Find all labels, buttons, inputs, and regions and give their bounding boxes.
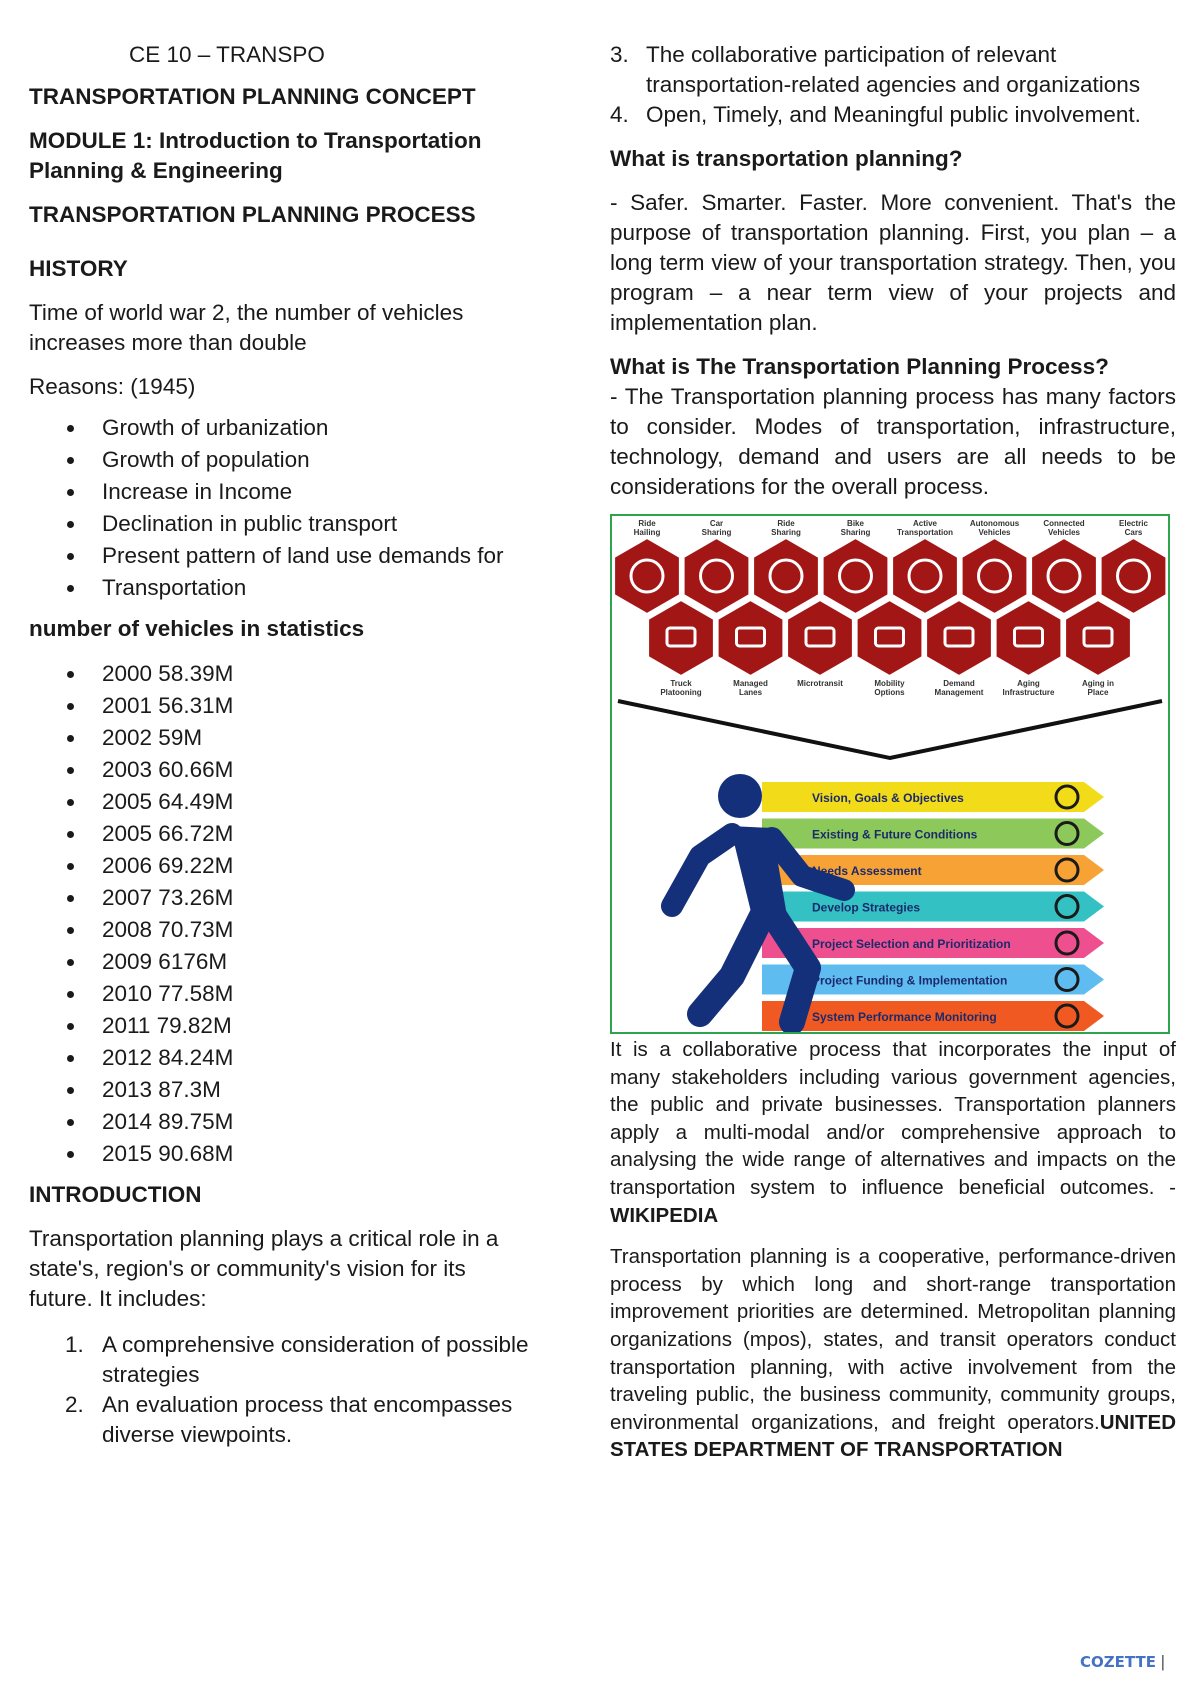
- hexagon-top: [962, 538, 1028, 614]
- item-text: Open, Timely, and Meaningful public involvement.: [646, 102, 1141, 127]
- left-column: [29, 40, 534, 1450]
- hexagon-bottom: [926, 600, 992, 676]
- bottom-label: Aging Infrastructure: [1002, 679, 1055, 697]
- list-item: Transportation: [29, 572, 534, 604]
- hexagon-bottom: [996, 600, 1062, 676]
- intro-list: [29, 1330, 534, 1450]
- hexagon-top: [892, 538, 958, 614]
- top-label: Bike Sharing: [840, 519, 871, 537]
- list-item: Increase in Income: [29, 476, 534, 508]
- intro-list-continued: [610, 40, 1176, 130]
- hexagon-top: [614, 538, 680, 614]
- process-step-label: Needs Assessment: [812, 864, 922, 878]
- hexagon-bottom: [718, 600, 784, 676]
- walker-leg-back: [700, 916, 762, 1014]
- list-item: 2010 77.58M: [29, 978, 534, 1010]
- top-label: Active Transportation: [896, 519, 954, 537]
- item-text: A comprehensive consideration of possible strategies: [102, 1332, 529, 1387]
- right-column: [610, 40, 1176, 1464]
- bottom-label: Managed Lanes: [733, 679, 768, 697]
- bottom-label: Aging in Place: [1082, 679, 1114, 697]
- process-step-label: Project Selection and Prioritization: [812, 937, 1011, 951]
- top-label: Electric Cars: [1119, 519, 1148, 537]
- list-item: 2001 56.31M: [29, 690, 534, 722]
- list-item: 2005 64.49M: [29, 786, 534, 818]
- paragraph-cooperative: [610, 1243, 1176, 1464]
- stats-heading: number of vehicles in statistics: [29, 616, 365, 641]
- paragraph-collaborative-text: It is a collaborative process that incorporates the input of many stakeholders including various government agencies, the public and private businesses. Transportation planners apply a multi-modal and/or comprehensive approach to analysing the wide range of alternatives and impacts on the transportation system to influence beneficial outcomes. -: [610, 1038, 1176, 1199]
- numbered-item: [610, 40, 1176, 100]
- list-item: 2012 84.24M: [29, 1042, 534, 1074]
- reasons-list: [29, 412, 534, 604]
- hexagon-top: [1101, 538, 1167, 614]
- list-item: 2011 79.82M: [29, 1010, 534, 1042]
- hexagon-bottom: [857, 600, 923, 676]
- top-label: Connected Vehicles: [1043, 519, 1085, 537]
- reasons-label: Reasons: (1945): [29, 374, 196, 399]
- list-item: Growth of population: [29, 444, 534, 476]
- list-item: Declination in public transport: [29, 508, 534, 540]
- list-item: 2002 59M: [29, 722, 534, 754]
- hexagon-top: [823, 538, 889, 614]
- hexagon-bottom: [787, 600, 853, 676]
- list-item: 2005 66.72M: [29, 818, 534, 850]
- item-text: An evaluation process that encompasses diverse viewpoints.: [102, 1392, 513, 1447]
- list-item: Present pattern of land use demands for: [29, 540, 534, 572]
- list-item: 2015 90.68M: [29, 1138, 534, 1170]
- paragraph-collaborative: [610, 1036, 1176, 1229]
- answer-2: - The Transportation planning process has many factors to consider. Modes of transportation, infrastructure, technology, demand and users are all needs to be considerations for the overall process.: [610, 384, 1176, 499]
- footer-brand: COZETTE: [1080, 1653, 1156, 1671]
- answer-1: - Safer. Smarter. Faster. More convenient. That's the purpose of transportation planning. First, you plan – a long term view of your transportation strategy. Then, you program – a near term view of your projects and implementation plan.: [610, 190, 1176, 335]
- process-step-label: Project Funding & Implementation: [812, 973, 1008, 988]
- list-item: 2006 69.22M: [29, 850, 534, 882]
- module-title: MODULE 1: Introduction to Transportation Planning & Engineering: [29, 128, 482, 183]
- list-item: Growth of urbanization: [29, 412, 534, 444]
- process-step-label: Vision, Goals & Objectives: [812, 791, 964, 805]
- figure-canvas: [612, 516, 1168, 1032]
- funnel-lines: [618, 701, 1162, 758]
- history-text: Time of world war 2, the number of vehicles increases more than double: [29, 300, 464, 355]
- process-step-label: System Performance Monitoring: [812, 1010, 997, 1024]
- hexagon-bottom: [1065, 600, 1131, 676]
- source-wikipedia: WIKIPEDIA: [610, 1203, 719, 1227]
- item-number: 1.: [65, 1332, 84, 1357]
- question-2: What is The Transportation Planning Process?: [610, 354, 1109, 379]
- bottom-label: Microtransit: [797, 679, 843, 688]
- list-item: 2009 6176M: [29, 946, 534, 978]
- history-heading: HISTORY: [29, 256, 128, 281]
- hexagon-bottom: [648, 600, 714, 676]
- item-number: 3.: [610, 42, 629, 67]
- top-label: Ride Hailing: [633, 519, 661, 537]
- footer-separator: |: [1160, 1652, 1166, 1671]
- process-title: TRANSPORTATION PLANNING PROCESS: [29, 202, 476, 227]
- paragraph-cooperative-text: Transportation planning is a cooperative, performance-driven process by which long and short-range transportation improvement priorities are determined. Metropolitan planning organizations (mpos), states, and transit operators conduct transportation planning, with active involvement from the traveling public, the business community, community groups, environmental organizations, and freight operators.: [610, 1245, 1176, 1434]
- walker-arm-back: [672, 834, 732, 906]
- list-item: 2007 73.26M: [29, 882, 534, 914]
- numbered-item: [610, 100, 1176, 130]
- item-text: The collaborative participation of relevant transportation-related agencies and organizations: [646, 42, 1141, 97]
- top-label: Autonomous Vehicles: [969, 519, 1020, 537]
- hexagon-top: [1031, 538, 1097, 614]
- top-label: Ride Sharing: [771, 519, 801, 537]
- planning-process-figure: [610, 514, 1170, 1034]
- top-label: Car Sharing: [701, 519, 732, 537]
- process-step-label: Existing & Future Conditions: [812, 827, 978, 842]
- course-title: CE 10 – TRANSPO: [129, 42, 325, 67]
- question-1: What is transportation planning?: [610, 146, 963, 171]
- bottom-label: Truck Platooning: [660, 679, 702, 697]
- page-footer: [1080, 1652, 1165, 1672]
- item-number: 4.: [610, 102, 629, 127]
- list-item: 2013 87.3M: [29, 1074, 534, 1106]
- bottom-label: Demand Management: [934, 679, 984, 697]
- numbered-item: [29, 1390, 534, 1450]
- list-item: 2008 70.73M: [29, 914, 534, 946]
- intro-heading: INTRODUCTION: [29, 1182, 202, 1207]
- list-item: 2014 89.75M: [29, 1106, 534, 1138]
- stats-list: [29, 658, 534, 1170]
- hexagon-top: [753, 538, 819, 614]
- numbered-item: [29, 1330, 534, 1390]
- bottom-label: Mobility Options: [874, 679, 905, 697]
- item-number: 2.: [65, 1392, 84, 1417]
- list-item: 2003 60.66M: [29, 754, 534, 786]
- intro-text: Transportation planning plays a critical role in a state's, region's or community's vision for its future. It includes:: [29, 1226, 499, 1311]
- walker-head: [718, 774, 762, 818]
- source-usdot: UNITED STATES DEPARTMENT OF TRANSPORTATION: [610, 1410, 1176, 1462]
- concept-title: TRANSPORTATION PLANNING CONCEPT: [29, 84, 476, 109]
- list-item: 2000 58.39M: [29, 658, 534, 690]
- hexagon-top: [684, 538, 750, 614]
- process-step-label: Develop Strategies: [812, 900, 921, 915]
